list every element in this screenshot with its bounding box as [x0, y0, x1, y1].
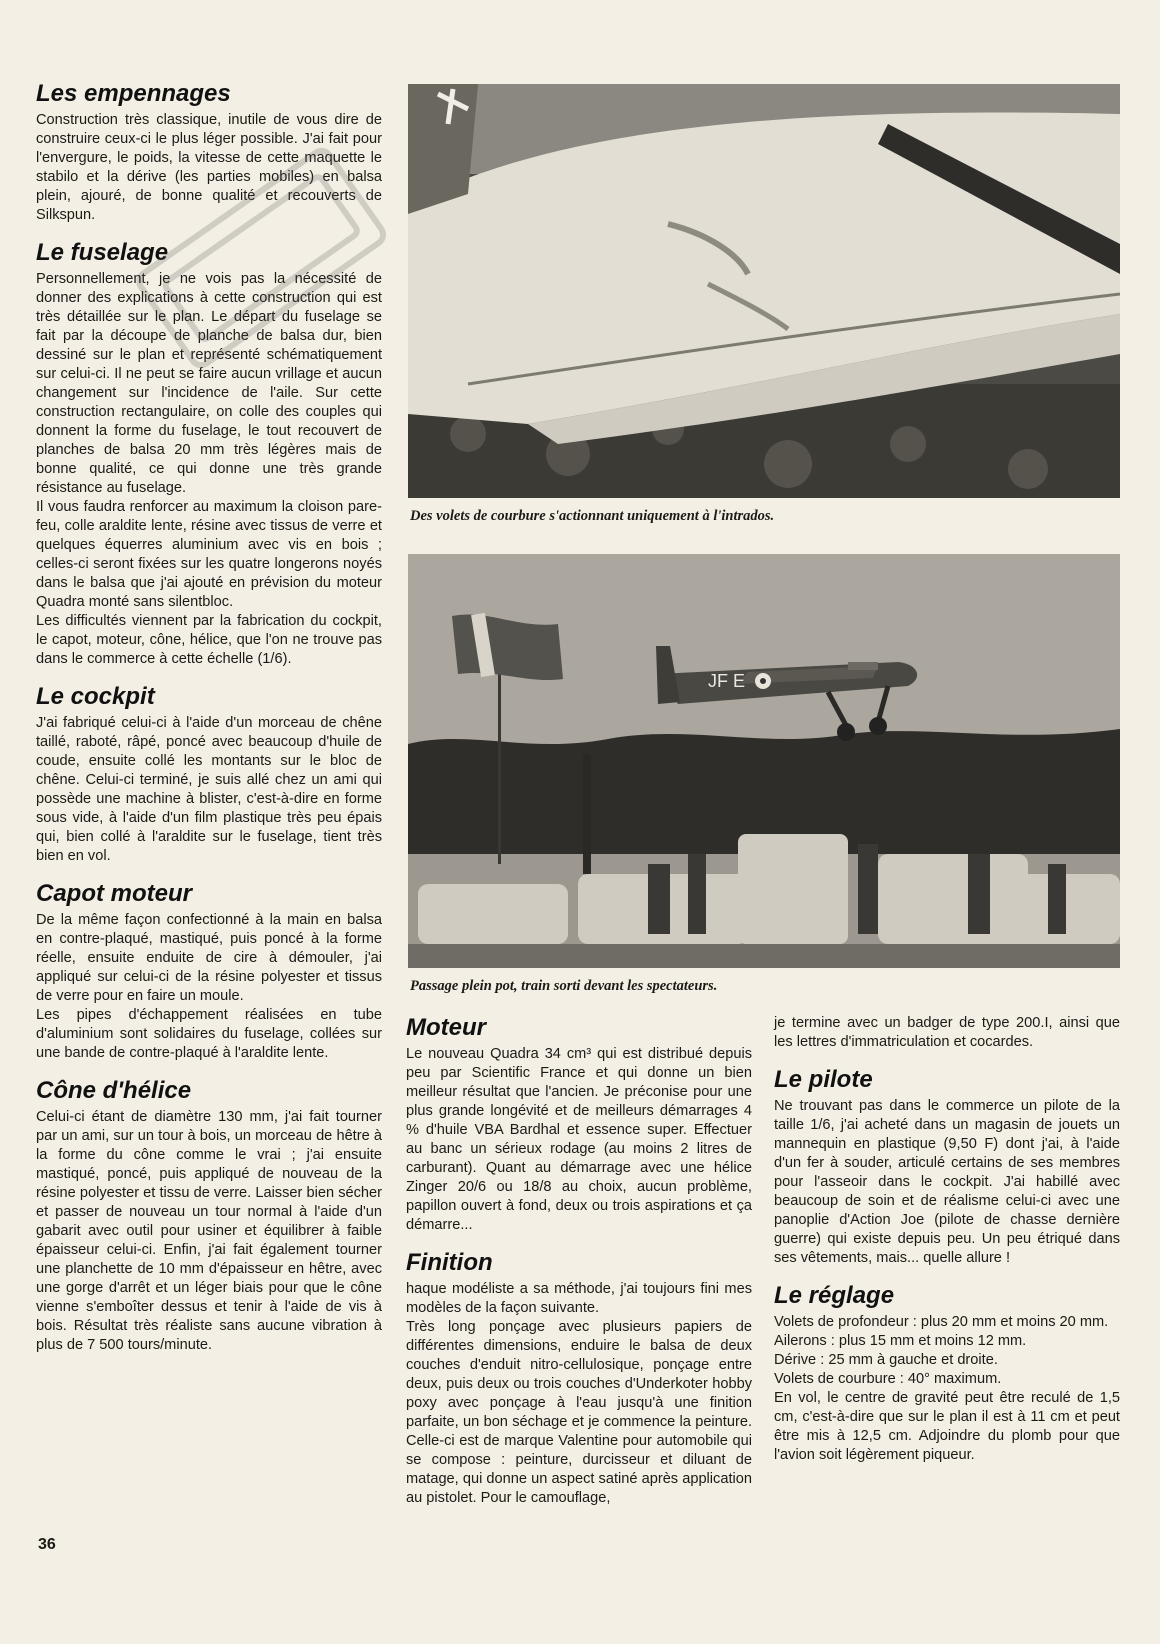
section-heading: Le réglage — [774, 1282, 895, 1309]
left-column — [36, 80, 382, 1369]
paragraph: De la même façon confectionné à la main en balsa en contre-plaqué, mastiqué, puis poncé à la forme réelle, ensuite enduite de cire à démouler, j'ai appliqué sur celui-ci de la résine polyester et tissus de verre pour en faire un moule. — [36, 912, 382, 1004]
middle-column — [406, 1014, 752, 1522]
section-pilote — [774, 1066, 1120, 1268]
section-heading: Finition — [406, 1249, 493, 1276]
section-heading: Le cockpit — [36, 683, 155, 710]
photo-caption: Des volets de courbure s'actionnant uniquement à l'intrados. — [410, 508, 775, 524]
paragraph: Volets de profondeur : plus 20 mm et moins 20 mm. — [774, 1314, 1109, 1330]
section-reglage — [774, 1282, 1120, 1465]
section-moteur — [406, 1014, 752, 1235]
section-fuselage — [36, 239, 382, 669]
paragraph: Les difficultés viennent par la fabrication du cockpit, le capot, moteur, cône, hélice, que l'on ne trouve pas dans le commerce à cette échelle (1/6). — [36, 613, 382, 667]
paragraph: je termine avec un badger de type 200.I, ainsi que les lettres d'immatriculation et cocardes. — [774, 1015, 1120, 1050]
section-heading: Les empennages — [36, 80, 231, 107]
page-number: 36 — [38, 1536, 56, 1553]
paragraph: Volets de courbure : 40° maximum. — [774, 1371, 1002, 1387]
paragraph: Ailerons : plus 15 mm et moins 12 mm. — [774, 1333, 1027, 1349]
section-cockpit — [36, 683, 382, 866]
section-capot-moteur — [36, 880, 382, 1063]
section-heading: Cône d'hélice — [36, 1077, 192, 1104]
paragraph: Il vous faudra renforcer au maximum la cloison pare-feu, colle araldite lente, résine avec tissus de verre et quelques équerres aluminium avec vis en bois ; celles-ci seront fixées sur les quatre longerons noyés dans le balsa que j'ai ajouté en prévision du moteur Quadra monté sans silentbloc. — [36, 499, 382, 610]
photo-aircraft-passing — [408, 554, 1120, 968]
section-heading: Moteur — [406, 1014, 486, 1041]
paragraph: Les pipes d'échappement réalisées en tube d'aluminium sont solidaires du fuselage, collées sur une bande de contre-plaqué à l'araldite lente. — [36, 1007, 382, 1061]
photo-wing-flaps — [408, 84, 1120, 498]
paragraph: haque modéliste a sa méthode, j'ai toujours fini mes modèles de la façon suivante. — [406, 1281, 752, 1316]
paragraph: Dérive : 25 mm à gauche et droite. — [774, 1352, 998, 1368]
section-cone-helice — [36, 1077, 382, 1355]
paragraph: Construction très classique, inutile de vous dire de construire ceux-ci le plus léger possible. J'ai fait pour l'envergure, le poids, la vitesse de cette maquette le stabilo et la dérive (les parties mobiles) en balsa plein, ajouré, de bonne qualité et recouverts de Silkspun. — [36, 112, 382, 223]
section-continued — [774, 1014, 1120, 1052]
paragraph: Celui-ci étant de diamètre 130 mm, j'ai fait tourner par un ami, sur un tour à bois, un morceau de hêtre à la forme du cône comme le vrai ; j'ai ensuite mastiqué, poncé, puis appliqué de nouveau de la résine polyester et tissu de verre. Laisser bien sécher et passer de nouveau un tour normal à l'aide d'un gabarit avec outil pour usiner et équilibrer à faible épaisseur celui-ci. Enfin, j'ai fait également tourner une planchette de 10 mm d'épaisseur en hêtre, avec une gorge d'arrêt et un léger biais pour que le cône vienne s'emboîter dessus et tenir à l'aide de vis à bois. Résultat très réaliste sans aucune vibration à plus de 7 500 tours/minute. — [36, 1109, 382, 1353]
paragraph: En vol, le centre de gravité peut être reculé de 1,5 cm, c'est-à-dire que sur le plan il est à 11 cm et peut être mis à 12,5 cm. Adjoindre du plomb pour que l'avion soit légèrement piqueur. — [774, 1390, 1120, 1463]
section-heading: Le fuselage — [36, 239, 169, 266]
paragraph: Très long ponçage avec plusieurs papiers de différentes dimensions, enduire le balsa de deux couches d'enduit nitro-cellulosique, ponçage entre deux, puis deux ou trois couches d'Underkoter hobby poxy avec ponçage à l'eau jusqu'à une finition parfaite, un bon séchage et je commence la peinture. Celle-ci est de marque Valentine pour automobile qui se compose : peinture, durcisseur et diluant de matage, qui donne un aspect satiné après application au pistolet. Pour le camouflage, — [406, 1319, 752, 1506]
section-finition — [406, 1249, 752, 1508]
section-heading: Le pilote — [774, 1066, 873, 1093]
photo-caption: Passage plein pot, train sorti devant les spectateurs. — [410, 978, 718, 994]
aircraft-code: JF E — [708, 671, 746, 691]
right-column — [774, 1014, 1120, 1479]
section-heading: Capot moteur — [36, 880, 192, 907]
paragraph: J'ai fabriqué celui-ci à l'aide d'un morceau de chêne taillé, raboté, râpé, poncé avec beaucoup d'huile de coude, ensuite collé les montants sur le bloc de chêne. Celui-ci terminé, je suis allé chez un ami qui possède une machine à blister, c'est-à-dire en forme sous vide, à l'aide d'un film plastique très peu épais qui, bien collé à l'araldite sur le fuselage, tient très bien en vol. — [36, 715, 382, 864]
section-empennages — [36, 80, 382, 225]
paragraph: Le nouveau Quadra 34 cm³ qui est distribué depuis peu par Scientific France et qui donne un bien meilleur résultat que l'ancien. Je préconise pour une plus grande longévité et de meilleurs démarrages 4 % d'huile VBA Bardhal et essence super. Effectuer au banc un sérieux rodage (au moins 2 litres de carburant). Quant au démarrage avec une hélice Zinger 20/6 ou 18/8 au choix, aucun problème, papillon ouvert à fond, deux ou trois aspirations et ça démarre... — [406, 1046, 752, 1233]
paragraph: Personnellement, je ne vois pas la nécessité de donner des explications à cette construction qui est très détaillée sur le plan. Le départ du fuselage se fait par la découpe de planche de balsa dur, bien dessiné sur le plan et représenté schématiquement sur celui-ci. Il ne peut se faire aucun vrillage et aucun changement sur l'incidence de l'aile. Sur cette construction rectangulaire, on colle des couples qui donnent la forme du fuselage, le tout recouvert de planches de balsa 20 mm très légères mais de bonne qualité, ce qui donne une très grande résistance au fuselage. — [36, 271, 382, 496]
paragraph: Ne trouvant pas dans le commerce un pilote de la taille 1/6, j'ai acheté dans un magasin de jouets un mannequin en plastique (9,50 F) dont j'ai, à l'aide d'un fer à souder, articulé certains de ses membres pour l'asseoir dans le cockpit. J'ai habillé avec beaucoup de soin et de réalisme celui-ci avec une panoplie d'Action Joe (pilote de chasse dernière guerre) qui existe depuis peu. Un peu étriqué dans ses vêtements, mais... quelle allure ! — [774, 1098, 1120, 1266]
